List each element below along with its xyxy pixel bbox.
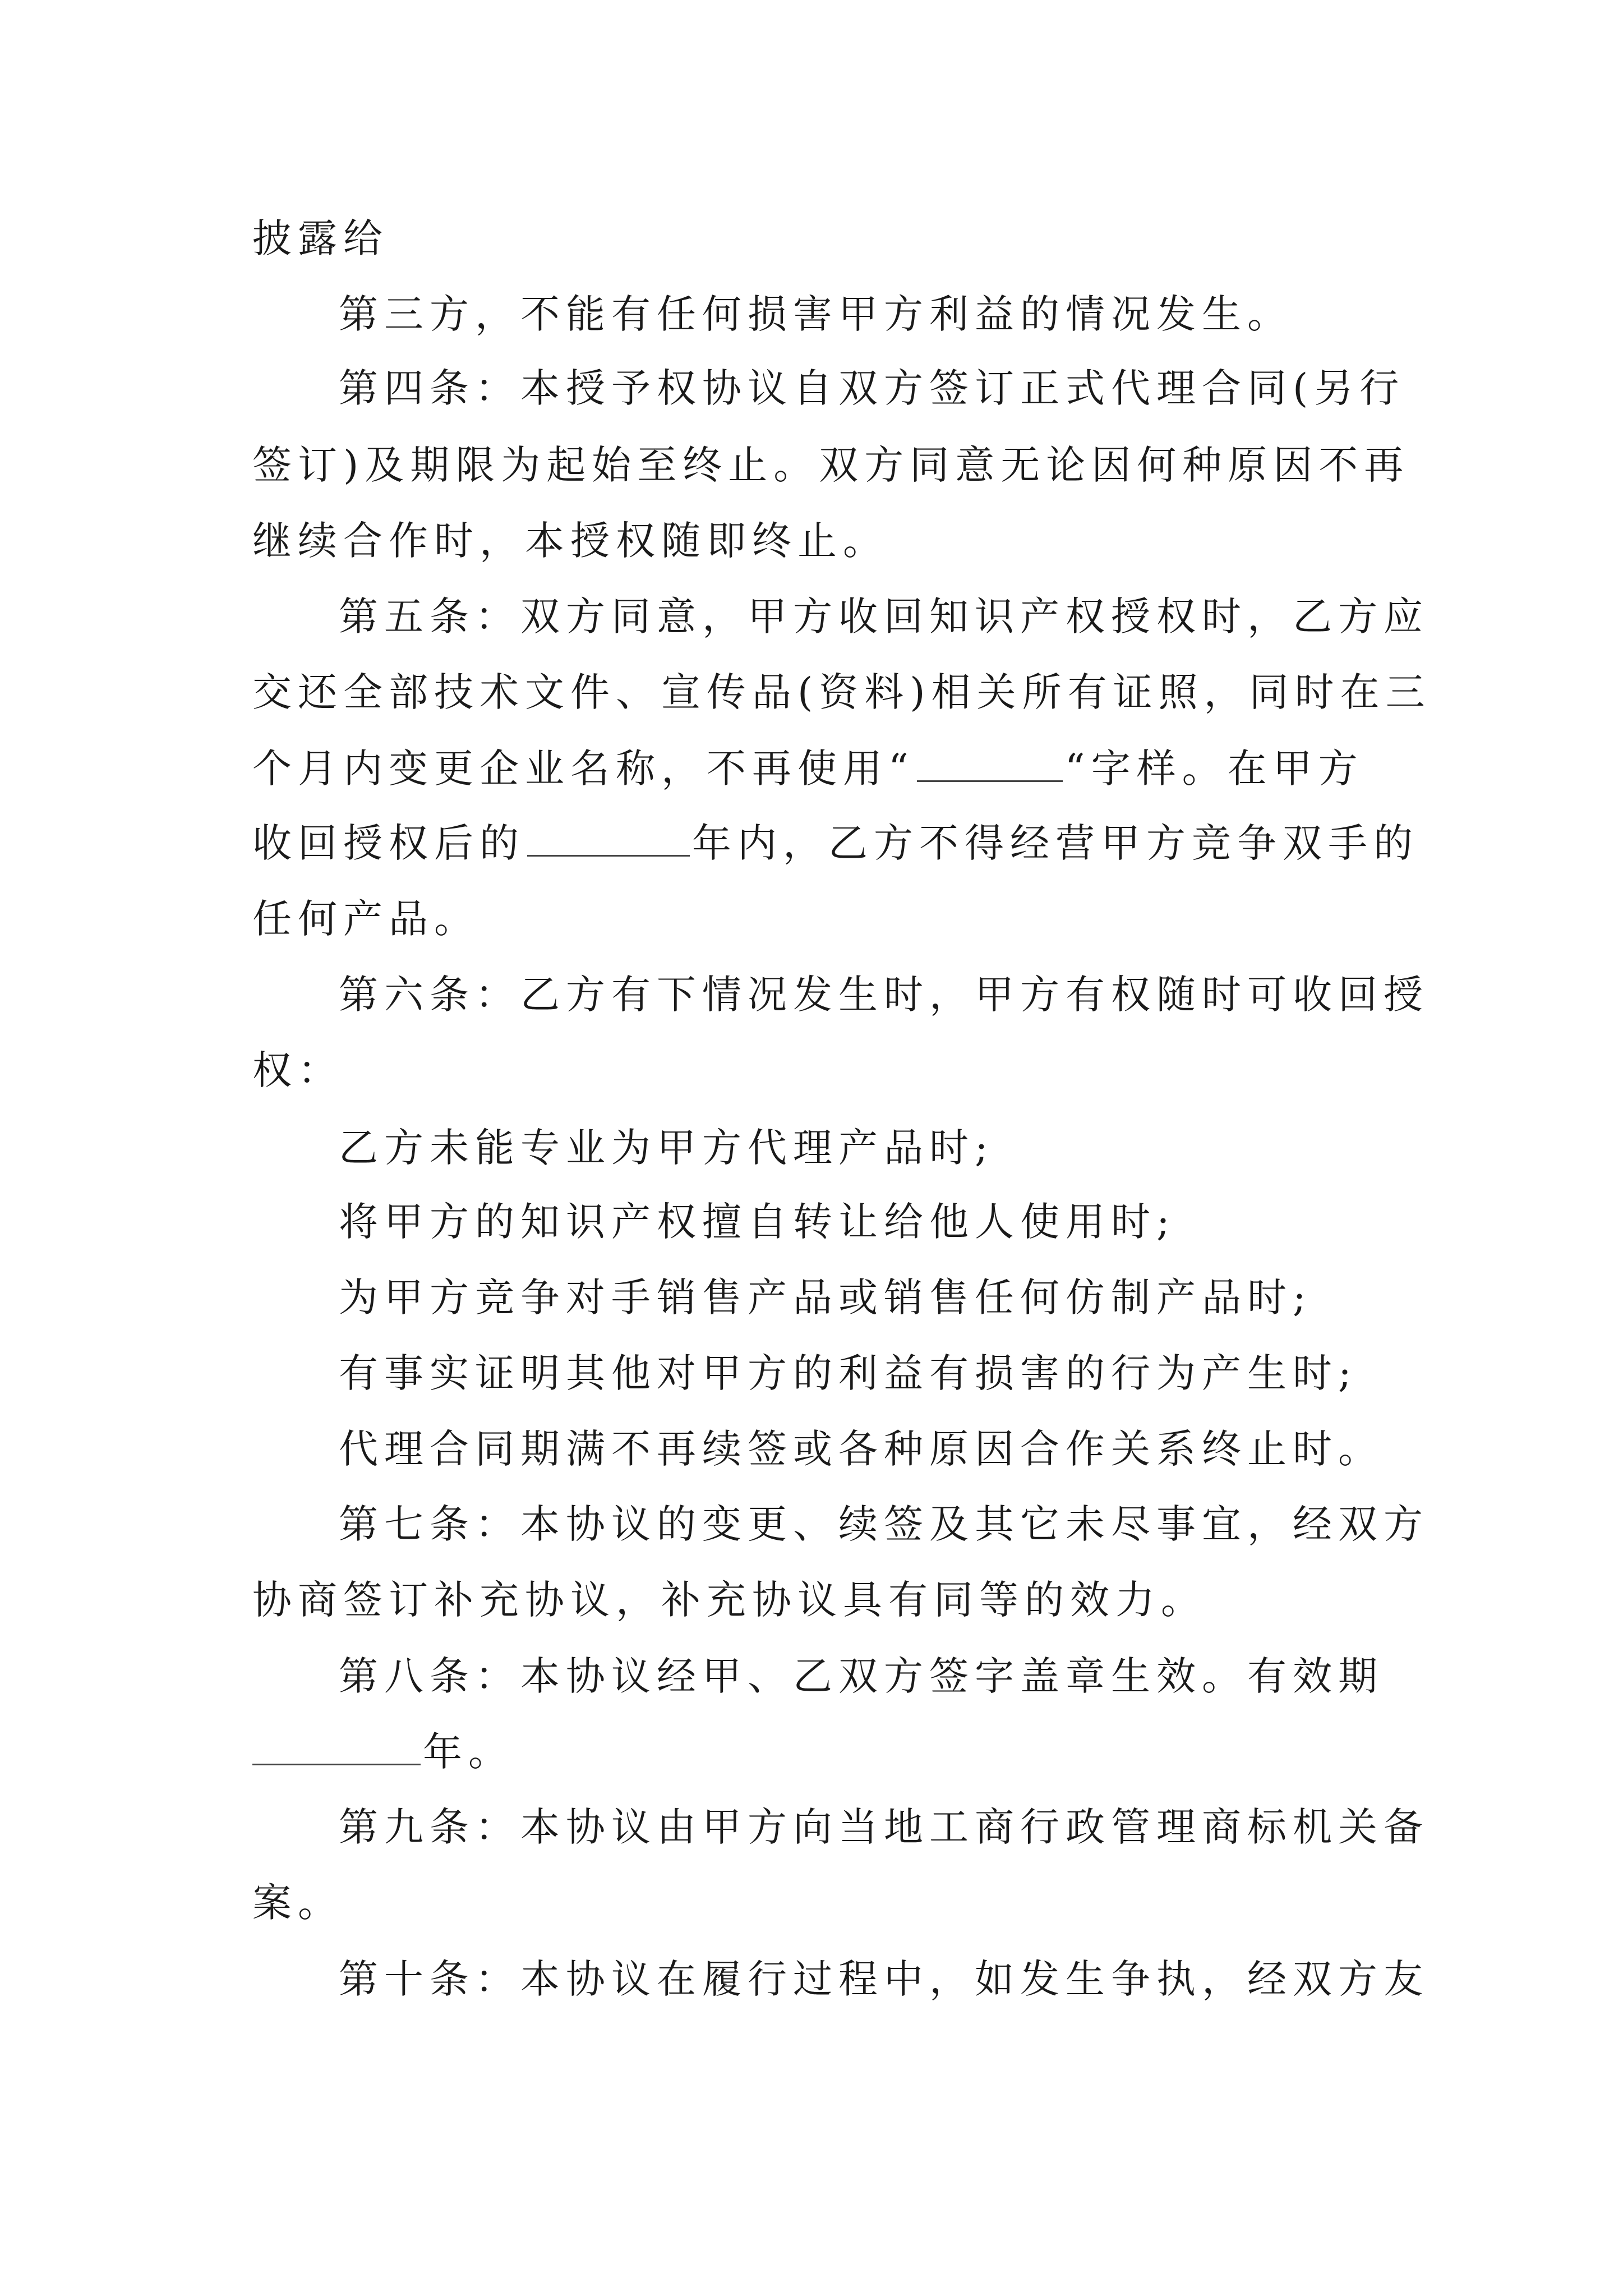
text-line: 第十条：本协议在履行过程中，如发生争执，经双方友 — [339, 1956, 1429, 2002]
text-line: 案。 — [252, 1880, 343, 1926]
text-segment: 年。 — [423, 1729, 514, 1775]
text-segment: 年内，乙方不得经营甲方竞争双手的 — [692, 820, 1419, 866]
text-line: 第四条：本授予权协议自双方签订正式代理合同(另行 — [339, 365, 1405, 411]
text-line: 第八条：本协议经甲、乙双方签字盖章生效。有效期 — [339, 1653, 1384, 1699]
text-line — [252, 740, 1364, 797]
text-segment: “字样。在甲方 — [1064, 746, 1364, 792]
text-line: 权： — [252, 1047, 343, 1093]
text-line: 第三方，不能有任何损害甲方利益的情况发生。 — [339, 291, 1293, 337]
text-line: 第五条：双方同意，甲方收回知识产权授权时，乙方应 — [339, 593, 1429, 639]
text-line: 签订)及期限为起始至终止。双方同意无论因何种原因不再 — [252, 442, 1410, 488]
text-line: 有事实证明其他对甲方的利益有损害的行为产生时; — [339, 1350, 1358, 1396]
text-line: 交还全部技术文件、宣传品(资料)相关所有证照，同时在三 — [252, 669, 1431, 715]
text-line: 将甲方的知识产权擅自转让给他人使用时; — [339, 1199, 1176, 1245]
text-line: 第九条：本协议由甲方向当地工商行政管理商标机关备 — [339, 1804, 1429, 1850]
text-line: 第七条：本协议的变更、续签及其它未尽事宜，经双方 — [339, 1501, 1429, 1547]
fill-in-blank — [917, 746, 1063, 782]
text-line: 任何产品。 — [252, 896, 479, 942]
text-segment: 个月内变更企业名称，不再使用“ — [252, 746, 915, 792]
fill-in-blank — [252, 1729, 421, 1765]
fill-in-blank — [527, 820, 690, 857]
text-line: 披露给 — [252, 215, 389, 261]
text-line — [252, 1724, 514, 1780]
text-line: 协商签订补充协议，补充协议具有同等的效力。 — [252, 1577, 1206, 1623]
text-line: 继续合作时，本授权随即终止。 — [252, 518, 888, 564]
text-line — [252, 815, 1419, 871]
text-line: 第六条：乙方有下情况发生时，甲方有权随时可收回授 — [339, 972, 1429, 1018]
text-line: 乙方未能专业为甲方代理产品时; — [339, 1125, 994, 1171]
text-segment: 收回授权后的 — [252, 820, 525, 866]
text-line: 代理合同期满不再续签或各种原因合作关系终止时。 — [339, 1426, 1384, 1472]
text-line: 为甲方竞争对手销售产品或销售任何仿制产品时; — [339, 1274, 1312, 1320]
